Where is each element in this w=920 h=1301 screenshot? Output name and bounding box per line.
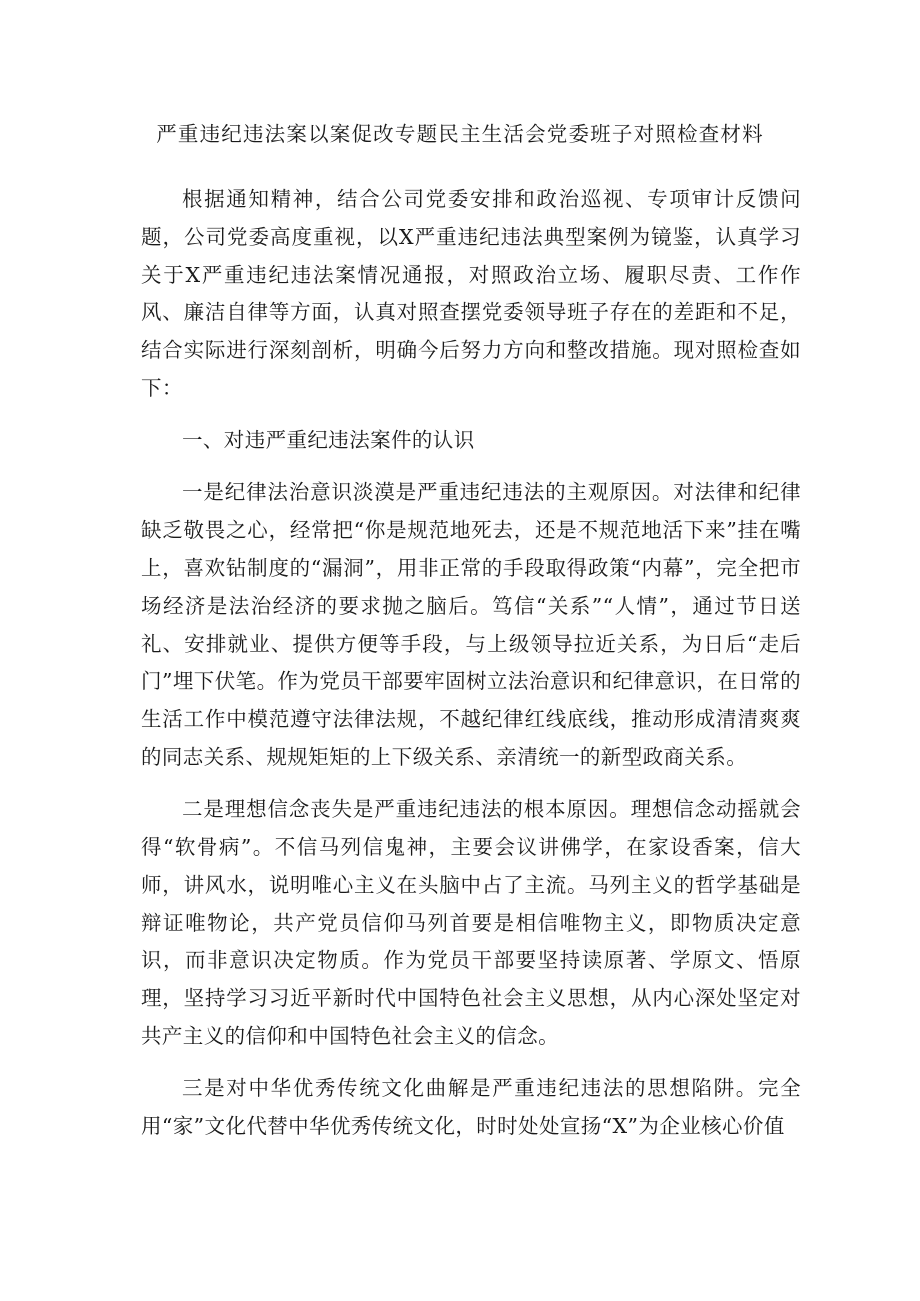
section-heading-1: 一、对违严重纪违法案件的认识 — [182, 428, 475, 453]
paragraph-1: 一是纪律法治意识淡漠是严重违纪违法的主观原因。对法律和纪律缺乏敬畏之心，经常把“你是规范地死去，还是不规范地活下来”挂在嘴上，喜欢钻制度的“漏洞”，用非正常的手段取得政策“内幕”，完全把市场经济是法治经济的要求抛之脑后。笃信“关系”“人情”，通过节日送礼、安排就业、提供方便等手段，与上级领导拉近关系，为日后“走后门”埋下伏笔。作为党员干部要牢固树立法治意识和纪律意识，在日常的生活工作中模范遵守法律法规，不越纪律红线底线，推动形成清清爽爽的同志关系、规规矩矩的上下级关系、亲清统一的新型政商关系。 — [141, 480, 801, 769]
paragraph-3: 三是对中华优秀传统文化曲解是严重违纪违法的思想陷阱。完全用“家”文化代替中华优秀传统文化，时时处处宣扬“X”为企业核心价值 — [141, 1076, 801, 1138]
document-body — [141, 181, 801, 1146]
document-title: 严重违纪违法案以案促改专题民主生活会党委班子对照检查材料 — [156, 122, 764, 146]
paragraph-2: 二是理想信念丧失是严重违纪违法的根本原因。理想信念动摇就会得“软骨病”。不信马列信鬼神，主要会议讲佛学，在家设香案，信大师，讲风水，说明唯心主义在头脑中占了主流。马列主义的哲学基础是辩证唯物论，共产党员信仰马列首要是相信唯物主义，即物质决定意识，而非意识决定物质。作为党员干部要坚持读原著、学原文、悟原理，坚持学习习近平新时代中国特色社会主义思想，从内心深处坚定对共产主义的信仰和中国特色社会主义的信念。 — [141, 797, 801, 1048]
intro-paragraph: 根据通知精神，结合公司党委安排和政治巡视、专项审计反馈问题，公司党委高度重视，以X严重违纪违法典型案例为镜鉴，认真学习关于X严重违纪违法案情况通报，对照政治立场、履职尽责、工作作风、廉洁自律等方面，认真对照查摆党委领导班子存在的差距和不足，结合实际进行深刻剖析，明确今后努力方向和整改措施。现对照检查如下： — [141, 187, 801, 400]
